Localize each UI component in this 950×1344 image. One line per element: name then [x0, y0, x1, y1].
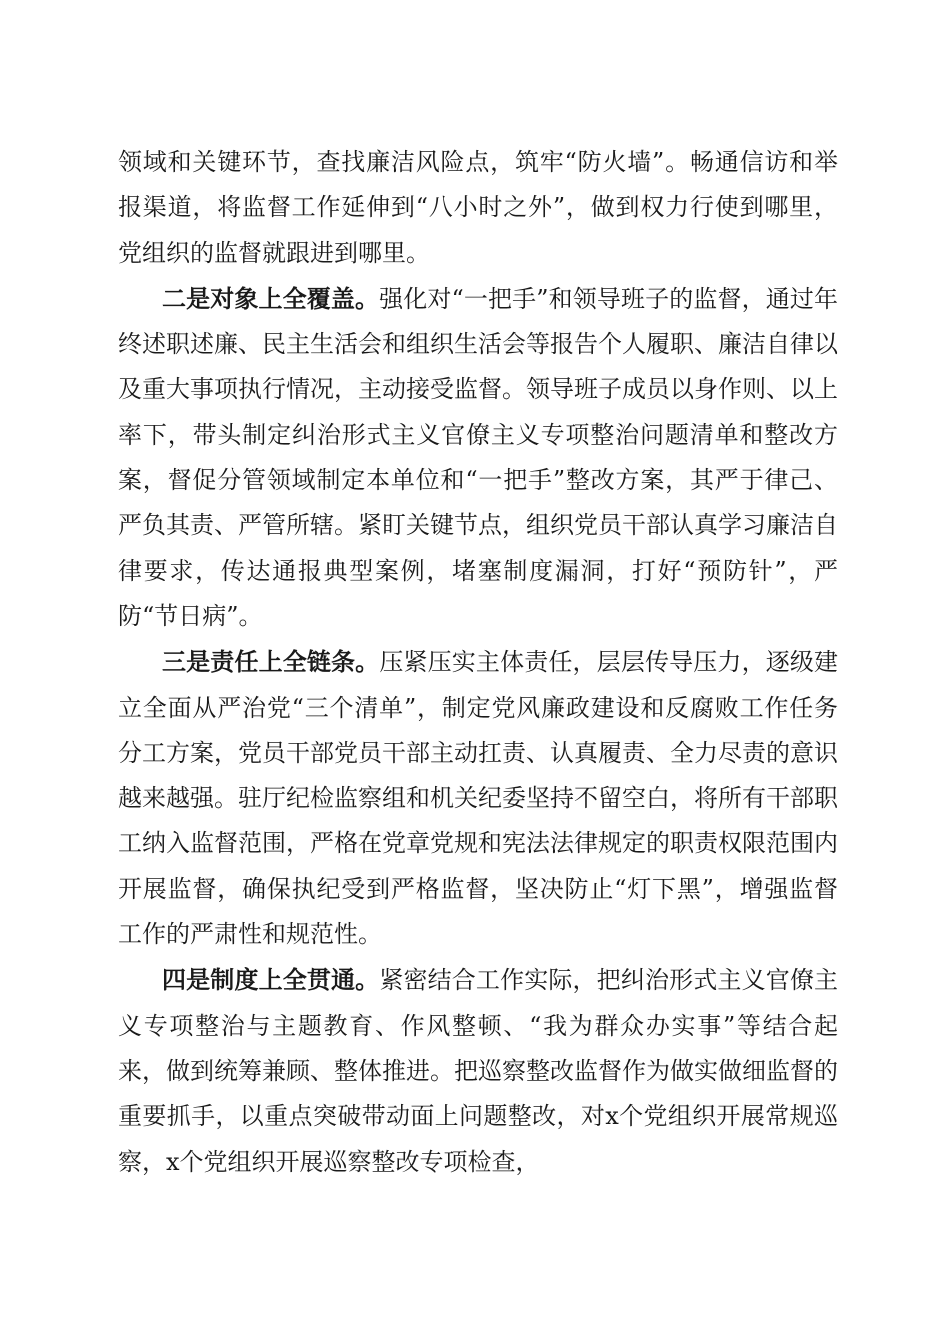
document-body — [118, 140, 838, 1185]
paragraph-system-integration — [118, 957, 838, 1184]
paragraph-lead-heading: 三是责任上全链条。 — [162, 647, 380, 677]
paragraph-object-coverage — [118, 276, 838, 639]
paragraph-text: 压紧压实主体责任，层层传导压力，逐级建立全面从严治党“三个清单”，制定党风廉政建设和反腐败工作任务分工方案，党员干部党员干部主动扛责、认真履责、全力尽责的意识越来越强。驻厅纪检监察组和机关纪委坚持不留空白，将所有干部职工纳入监督范围，严格在党章党规和宪法法律规定的职责权限范围内开展监督，确保执纪受到严格监督，坚决防止“灯下黑”，增强监督工作的严肃性和规范性。 — [118, 648, 839, 949]
paragraph-lead-heading: 二是对象上全覆盖。 — [162, 283, 380, 313]
paragraph-lead-heading: 四是制度上全贯通。 — [162, 965, 380, 995]
paragraph-continuation — [118, 140, 838, 276]
paragraph-text: 强化对“一把手”和领导班子的监督，通过年终述职述廉、民主生活会和组织生活会等报告个人履职、廉洁自律以及重大事项执行情况，主动接受监督。领导班子成员以身作则、以上率下，带头制定纠治形式主义官僚主义专项整治问题清单和整改方案，督促分管领域制定本单位和“一把手”整改方案，其严于律己、严负其责、严管所辖。紧盯关键节点，组织党员干部认真学习廉洁自律要求，传达通报典型案例，堵塞制度漏洞，打好“预防针”，严防“节日病”。 — [118, 284, 838, 630]
paragraph-text: 紧密结合工作实际，把纠治形式主义官僚主义专项整治与主题教育、作风整顿、“我为群众办实事”等结合起来，做到统筹兼顾、整体推进。把巡察整改监督作为做实做细监督的重要抓手，以重点突破带动面上问题整改，对x个党组织开展常规巡察，x个党组织开展巡察整改专项检查， — [118, 966, 839, 1176]
paragraph-responsibility-chain — [118, 639, 838, 957]
paragraph-text: 领域和关键环节，查找廉洁风险点，筑牢“防火墙”。畅通信访和举报渠道，将监督工作延伸到“八小时之外”，做到权力行使到哪里，党组织的监督就跟进到哪里。 — [118, 148, 838, 267]
